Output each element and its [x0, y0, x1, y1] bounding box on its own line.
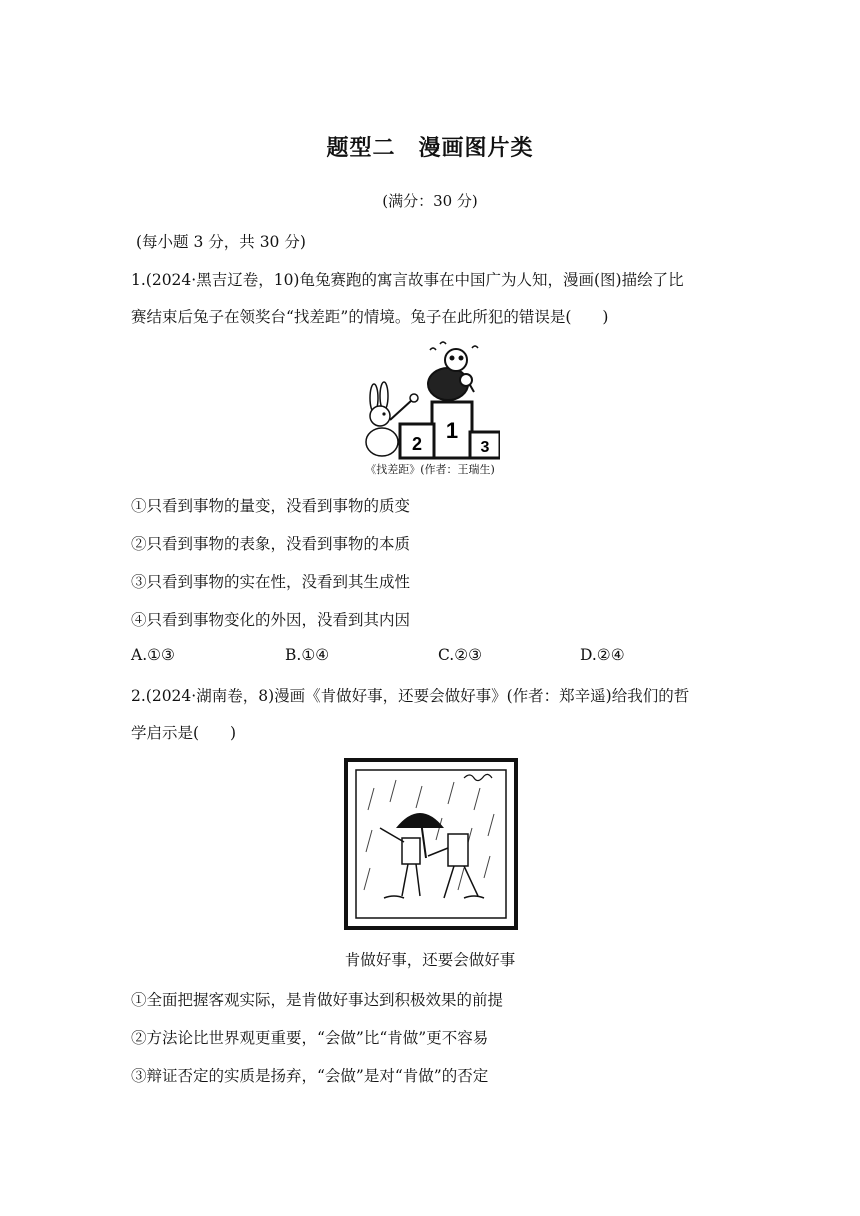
figure-right: [448, 834, 468, 866]
score-info: (满分：30 分): [382, 192, 478, 210]
q1-cartoon-caption: 《找差距》(作者：王瑞生): [365, 463, 495, 476]
q1-stem-line2: 赛结束后兔子在领奖台“找差距”的情境。兔子在此所犯的错误是( ): [131, 308, 609, 326]
q1-option-b[interactable]: B.①④: [285, 646, 330, 664]
q1-cartoon: [360, 340, 500, 460]
q1-option-d[interactable]: D.②④: [580, 646, 625, 664]
q1-item-3: ③只看到事物的实在性，没看到其生成性: [131, 573, 411, 591]
q2-stem-line1: 2.(2024·湖南卷，8)漫画《肯做好事，还要会做好事》(作者：郑辛遥)给我们的哲: [131, 687, 690, 705]
scoring-note: (每小题 3 分，共 30 分): [136, 233, 306, 251]
q2-cartoon: [344, 758, 518, 930]
podium-label-2: 2: [411, 434, 423, 454]
figure-left: [402, 838, 420, 864]
page-title: 题型二 漫画图片类: [326, 135, 534, 161]
turtle-figure: [428, 342, 478, 400]
q2-cartoon-caption: 肯做好事，还要会做好事: [344, 951, 516, 969]
podium-label-1: 1: [445, 418, 459, 443]
q2-item-2: ②方法论比世界观更重要，“会做”比“肯做”更不容易: [131, 1029, 489, 1047]
q2-stem-line2: 学启示是( ): [131, 724, 237, 742]
q2-item-3: ③辩证否定的实质是扬弃，“会做”是对“肯做”的否定: [131, 1067, 489, 1085]
q2-item-1: ①全面把握客观实际，是肯做好事达到积极效果的前提: [131, 991, 504, 1009]
podium-label-3: 3: [480, 439, 490, 456]
q1-option-a[interactable]: A.①③: [131, 646, 175, 664]
q1-item-1: ①只看到事物的量变，没看到事物的质变: [131, 497, 411, 515]
q1-item-2: ②只看到事物的表象，没看到事物的本质: [131, 535, 411, 553]
cartoon-frame-inner: [356, 770, 506, 918]
q1-item-4: ④只看到事物变化的外因，没看到其内因: [131, 611, 411, 629]
q1-option-c[interactable]: C.②③: [438, 646, 483, 664]
q1-stem-line1: 1.(2024·黑吉辽卷，10)龟兔赛跑的寓言故事在中国广为人知，漫画(图)描绘了比: [131, 271, 684, 289]
